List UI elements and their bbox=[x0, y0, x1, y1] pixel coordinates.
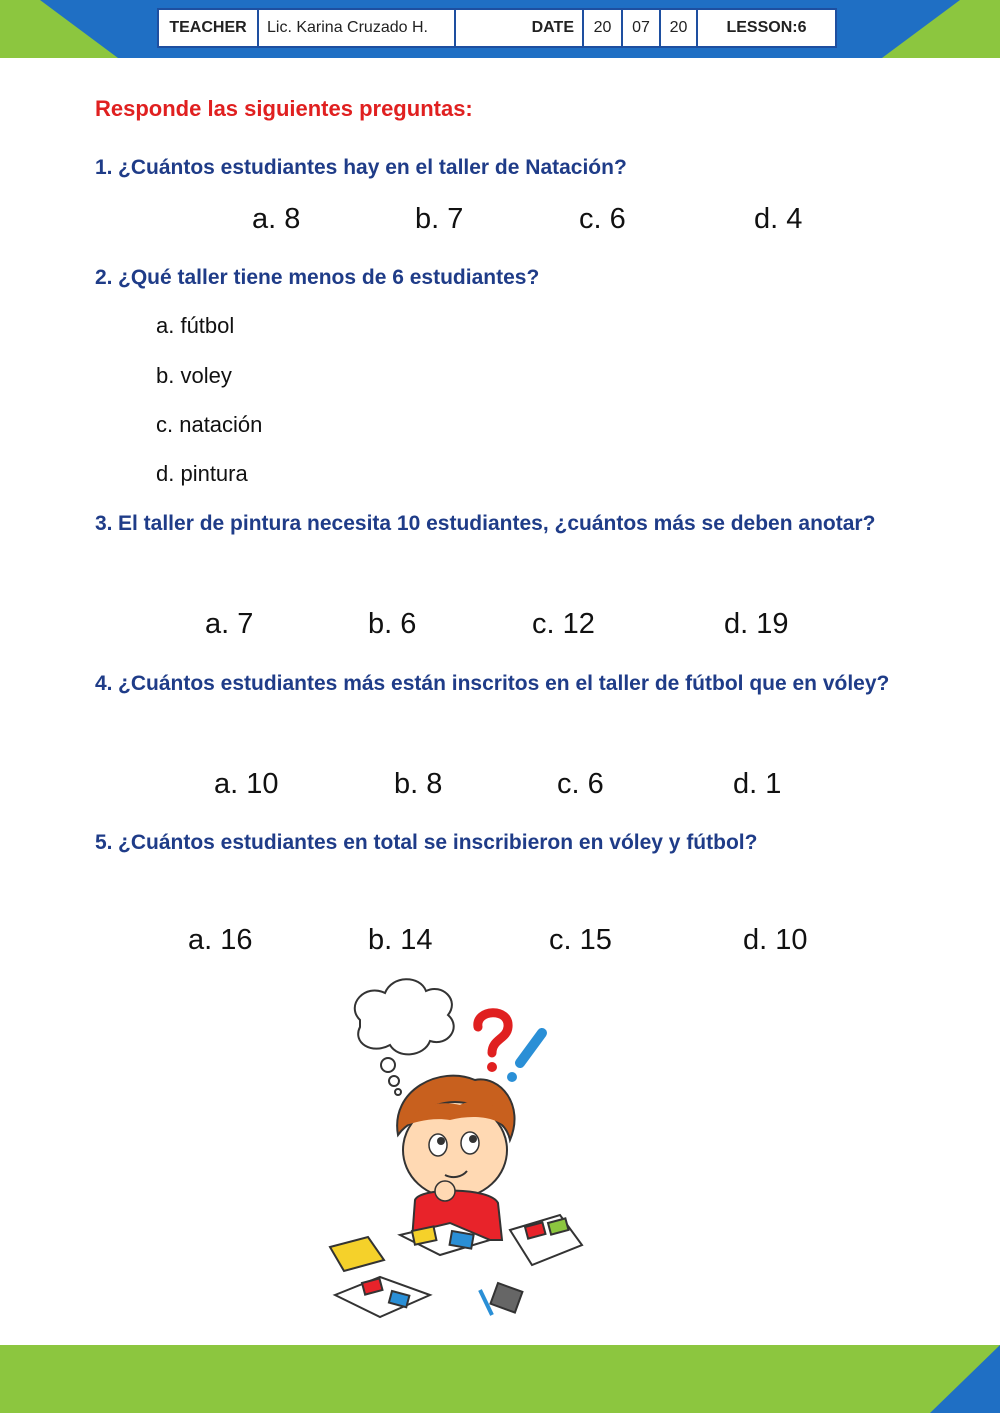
q3-option-a[interactable]: a. 7 bbox=[205, 608, 254, 640]
q2-option-a[interactable]: a. fútbol bbox=[156, 313, 235, 338]
date-day: 20 bbox=[584, 10, 623, 46]
q3-option-d[interactable]: d. 19 bbox=[724, 608, 789, 640]
q4-option-a[interactable]: a. 10 bbox=[214, 768, 279, 800]
bottom-banner bbox=[0, 1345, 1000, 1413]
q1-option-b[interactable]: b. 7 bbox=[415, 203, 464, 235]
q2-option-c[interactable]: c. natación bbox=[156, 412, 263, 437]
teacher-name: Lic. Karina Cruzado H. bbox=[259, 10, 456, 46]
question-number: 1. bbox=[95, 156, 113, 179]
q4-option-b[interactable]: b. 8 bbox=[394, 768, 443, 800]
q3-option-b[interactable]: b. 6 bbox=[368, 608, 417, 640]
q5-option-a[interactable]: a. 16 bbox=[188, 924, 253, 956]
question-text: El taller de pintura necesita 10 estudiantes, ¿cuántos más se deben anotar? bbox=[118, 512, 876, 535]
q4-option-c[interactable]: c. 6 bbox=[557, 768, 604, 800]
question-1 bbox=[95, 151, 903, 185]
lesson-number: LESSON:6 bbox=[726, 19, 807, 36]
q5-option-c[interactable]: c. 15 bbox=[549, 924, 612, 956]
question-text: ¿Cuántos estudiantes hay en el taller de Natación? bbox=[118, 156, 627, 179]
q5-option-b[interactable]: b. 14 bbox=[368, 924, 433, 956]
question-number: 4. bbox=[95, 672, 113, 695]
q1-option-d[interactable]: d. 4 bbox=[754, 203, 803, 235]
question-number: 2. bbox=[95, 266, 113, 289]
date-year: 20 bbox=[661, 10, 698, 46]
question-text: ¿Cuántos estudiantes más están inscritos en el taller de fútbol que en vóley? bbox=[118, 672, 890, 695]
question-4 bbox=[95, 667, 903, 701]
teacher-label: TEACHER bbox=[159, 10, 259, 46]
question-number: 5. bbox=[95, 831, 113, 854]
question-text: ¿Qué taller tiene menos de 6 estudiantes? bbox=[118, 266, 540, 289]
thinking-boy-illustration bbox=[320, 965, 610, 1340]
question-text: ¿Cuántos estudiantes en total se inscribieron en vóley y fútbol? bbox=[118, 831, 758, 854]
date-month: 07 bbox=[623, 10, 661, 46]
q1-option-c[interactable]: c. 6 bbox=[579, 203, 626, 235]
question-3 bbox=[95, 507, 903, 541]
q4-option-d[interactable]: d. 1 bbox=[733, 768, 782, 800]
q1-option-a[interactable]: a. 8 bbox=[252, 203, 301, 235]
q2-option-d[interactable]: d. pintura bbox=[156, 461, 248, 486]
question-5 bbox=[95, 826, 903, 860]
date-label: DATE bbox=[456, 10, 584, 46]
header-info-table bbox=[157, 8, 837, 48]
question-2 bbox=[95, 261, 903, 295]
q5-option-d[interactable]: d. 10 bbox=[743, 924, 808, 956]
q2-option-b[interactable]: b. voley bbox=[156, 363, 232, 388]
question-number: 3. bbox=[95, 512, 113, 535]
instructions-heading: Responde las siguientes preguntas: bbox=[95, 96, 473, 121]
q3-option-c[interactable]: c. 12 bbox=[532, 608, 595, 640]
